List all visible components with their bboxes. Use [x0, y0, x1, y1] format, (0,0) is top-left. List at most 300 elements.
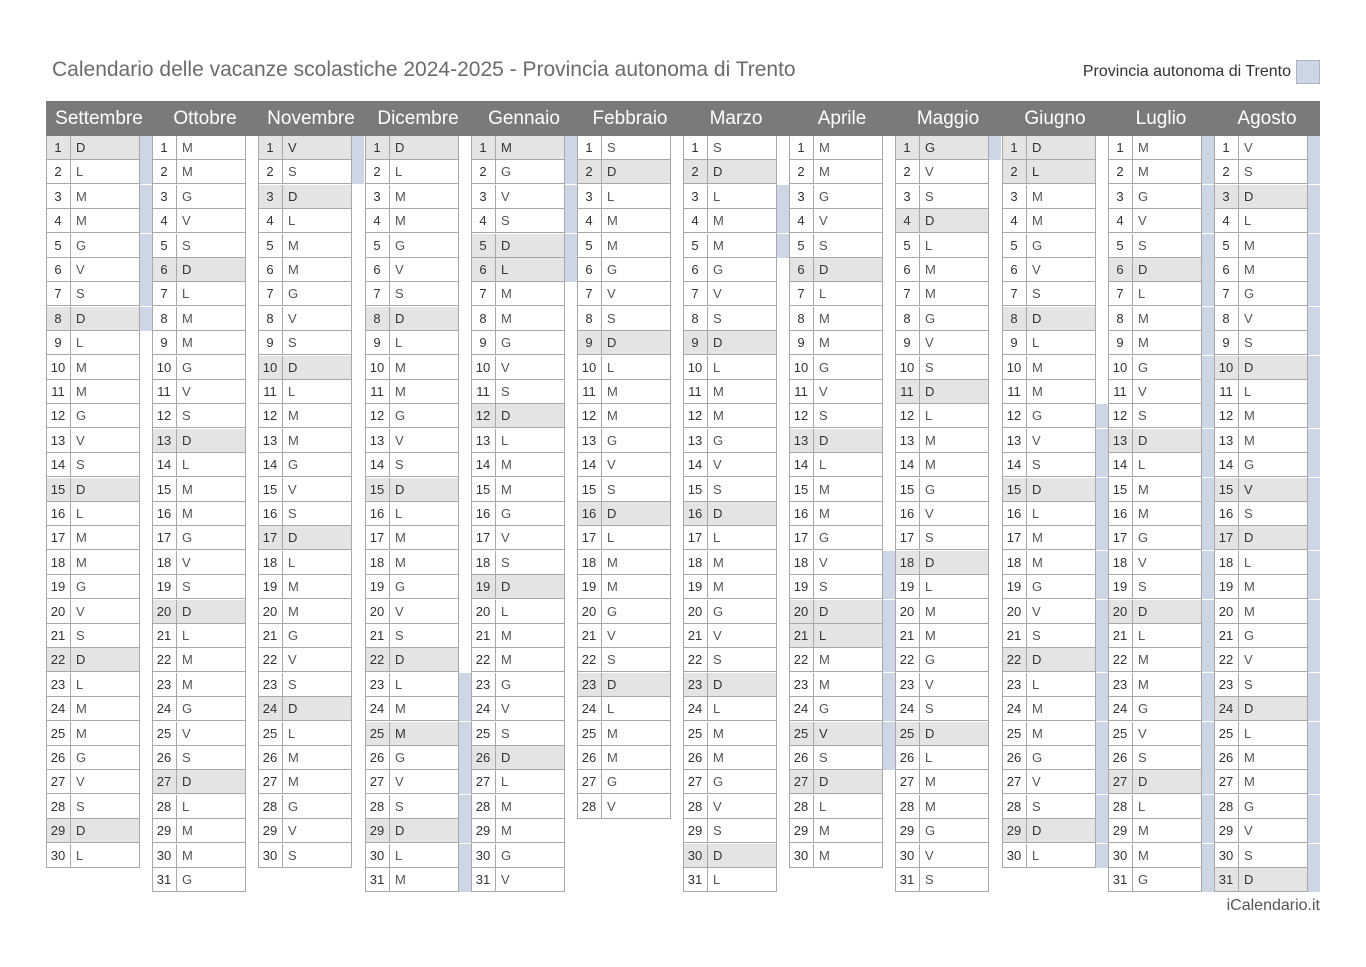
day-cell [1002, 234, 1095, 258]
column-border [564, 136, 565, 892]
day-weekday: G [288, 628, 299, 643]
day-cell [683, 404, 776, 428]
day-weekday: V [182, 726, 191, 741]
day-weekday: M [288, 579, 299, 594]
day-number: 5 [789, 234, 814, 257]
column-border [245, 136, 246, 892]
day-number: 11 [471, 380, 496, 403]
day-number: 6 [1214, 258, 1239, 281]
day-number: 23 [152, 673, 177, 696]
vacation-marker [1201, 868, 1214, 892]
day-weekday: D [1244, 872, 1254, 887]
day-number: 23 [471, 673, 496, 696]
day-weekday: M [76, 701, 87, 716]
vacation-marker [1095, 600, 1108, 624]
day-cell [1002, 722, 1095, 746]
day-cell [1002, 160, 1095, 184]
day-weekday: L [925, 750, 933, 765]
day-number: 24 [46, 697, 71, 720]
day-cell [577, 770, 670, 794]
day-number: 21 [471, 624, 496, 647]
day-cell [1214, 307, 1307, 331]
day-weekday: V [925, 848, 934, 863]
day-number: 15 [152, 478, 177, 501]
day-number: 17 [1214, 526, 1239, 549]
day-weekday: D [501, 750, 511, 765]
day-number: 11 [789, 380, 814, 403]
day-weekday: V [395, 262, 404, 277]
day-weekday: S [925, 360, 934, 375]
day-number: 19 [1002, 575, 1027, 598]
day-number: 15 [895, 478, 920, 501]
day-cell [1002, 307, 1095, 331]
day-number: 10 [46, 356, 71, 379]
day-weekday: M [819, 140, 830, 155]
day-cell [152, 722, 245, 746]
day-cell [152, 526, 245, 550]
day-cell [789, 673, 882, 697]
day-weekday: D [501, 579, 511, 594]
day-cell [471, 722, 564, 746]
day-weekday: S [76, 799, 85, 814]
month-name: Novembre [267, 108, 355, 129]
day-cell [471, 478, 564, 502]
day-weekday: D [395, 652, 405, 667]
day-cell [46, 722, 139, 746]
day-cell [683, 551, 776, 575]
day-weekday: L [395, 335, 403, 350]
day-weekday: V [501, 189, 510, 204]
day-number: 18 [258, 551, 283, 574]
day-weekday: M [607, 555, 618, 570]
day-cell [365, 575, 458, 599]
day-number: 19 [1214, 575, 1239, 598]
day-weekday: M [1244, 238, 1255, 253]
day-number: 6 [577, 258, 602, 281]
vacation-marker [458, 722, 471, 746]
day-weekday: G [713, 774, 724, 789]
day-cell [471, 624, 564, 648]
day-cell [1002, 453, 1095, 477]
day-cell [46, 185, 139, 209]
day-number: 15 [789, 478, 814, 501]
day-number: 18 [1002, 551, 1027, 574]
day-weekday: L [607, 189, 615, 204]
day-number: 20 [683, 600, 708, 623]
day-number: 25 [258, 722, 283, 745]
day-cell [152, 648, 245, 672]
day-number: 15 [577, 478, 602, 501]
day-cell [46, 136, 139, 160]
day-weekday: V [925, 677, 934, 692]
day-cell [471, 404, 564, 428]
day-cell [365, 234, 458, 258]
day-cell [789, 722, 882, 746]
day-cell [365, 502, 458, 526]
day-weekday: D [713, 164, 723, 179]
day-cell [895, 282, 988, 306]
day-weekday: L [501, 262, 509, 277]
day-number: 27 [789, 770, 814, 793]
day-number: 5 [46, 234, 71, 257]
day-number: 13 [577, 429, 602, 452]
day-weekday: S [925, 872, 934, 887]
day-weekday: S [713, 140, 722, 155]
day-number: 12 [789, 404, 814, 427]
column-border [577, 136, 578, 819]
day-weekday: D [925, 213, 935, 228]
day-cell [46, 307, 139, 331]
day-weekday: M [76, 213, 87, 228]
day-weekday: D [76, 823, 86, 838]
day-number: 13 [152, 429, 177, 452]
day-weekday: V [925, 164, 934, 179]
vacation-marker [1307, 746, 1320, 770]
day-cell [789, 185, 882, 209]
day-number: 17 [365, 526, 390, 549]
day-cell [1108, 722, 1201, 746]
vacation-marker [1201, 722, 1214, 746]
day-number: 1 [789, 136, 814, 159]
vacation-marker [564, 160, 577, 184]
day-cell [1214, 819, 1307, 843]
day-weekday: S [501, 555, 510, 570]
day-number: 9 [365, 331, 390, 354]
day-cell [683, 819, 776, 843]
month-name: Ottobre [173, 108, 237, 129]
day-number: 17 [46, 526, 71, 549]
day-number: 15 [1214, 478, 1239, 501]
day-cell [895, 234, 988, 258]
day-number: 12 [1002, 404, 1027, 427]
day-number: 14 [1002, 453, 1027, 476]
day-cell [789, 429, 882, 453]
day-cell [471, 331, 564, 355]
day-cell [471, 819, 564, 843]
day-cell [895, 185, 988, 209]
day-number: 21 [258, 624, 283, 647]
day-cell [1108, 356, 1201, 380]
day-number: 28 [1002, 795, 1027, 818]
day-weekday: D [1138, 774, 1148, 789]
day-cell [577, 648, 670, 672]
day-number: 1 [683, 136, 708, 159]
day-weekday: D [395, 140, 405, 155]
day-weekday: V [501, 701, 510, 716]
day-number: 23 [365, 673, 390, 696]
day-cell [1214, 282, 1307, 306]
day-number: 10 [1002, 356, 1027, 379]
day-number: 18 [1214, 551, 1239, 574]
day-cell [46, 380, 139, 404]
day-weekday: D [501, 408, 511, 423]
day-cell [789, 795, 882, 819]
day-cell [683, 307, 776, 331]
day-cell [365, 746, 458, 770]
day-weekday: D [182, 433, 192, 448]
day-cell [683, 209, 776, 233]
day-cell [46, 795, 139, 819]
day-number: 15 [1002, 478, 1027, 501]
day-weekday: M [501, 286, 512, 301]
day-number: 29 [152, 819, 177, 842]
day-cell [258, 356, 351, 380]
day-cell [1108, 526, 1201, 550]
day-weekday: V [1138, 384, 1147, 399]
day-number: 10 [258, 356, 283, 379]
day-cell [1108, 551, 1201, 575]
day-number: 9 [471, 331, 496, 354]
day-number: 16 [1002, 502, 1027, 525]
day-number: 28 [258, 795, 283, 818]
vacation-marker [1201, 795, 1214, 819]
day-weekday: M [925, 799, 936, 814]
day-number: 17 [683, 526, 708, 549]
vacation-marker [139, 136, 152, 160]
day-weekday: L [1138, 799, 1146, 814]
column-border [1002, 136, 1003, 868]
day-number: 14 [577, 453, 602, 476]
day-cell [46, 209, 139, 233]
day-cell [789, 819, 882, 843]
day-number: 11 [1108, 380, 1133, 403]
day-weekday: D [713, 335, 723, 350]
day-weekday: D [607, 164, 617, 179]
day-number: 22 [365, 648, 390, 671]
day-cell [1002, 282, 1095, 306]
day-weekday: S [607, 482, 616, 497]
day-number: 2 [1108, 160, 1133, 183]
day-weekday: V [819, 726, 828, 741]
day-weekday: M [819, 506, 830, 521]
day-cell [1002, 526, 1095, 550]
day-cell [152, 404, 245, 428]
day-weekday: G [925, 823, 936, 838]
day-cell [46, 551, 139, 575]
day-weekday: G [182, 701, 193, 716]
day-number: 20 [1214, 600, 1239, 623]
vacation-marker [988, 136, 1001, 160]
day-weekday: G [607, 433, 618, 448]
day-weekday: V [501, 360, 510, 375]
day-cell [152, 673, 245, 697]
day-cell [895, 795, 988, 819]
day-weekday: S [607, 652, 616, 667]
day-cell [365, 331, 458, 355]
day-cell [365, 136, 458, 160]
day-weekday: M [395, 555, 406, 570]
day-cell [1214, 746, 1307, 770]
day-number: 4 [152, 209, 177, 232]
day-number: 22 [258, 648, 283, 671]
column-border [1201, 136, 1202, 892]
day-number: 27 [365, 770, 390, 793]
day-weekday: S [76, 457, 85, 472]
day-number: 12 [1108, 404, 1133, 427]
day-cell [895, 844, 988, 868]
vacation-marker [1201, 502, 1214, 526]
day-number: 23 [1108, 673, 1133, 696]
day-cell [1002, 624, 1095, 648]
day-weekday: M [182, 677, 193, 692]
day-weekday: L [182, 457, 190, 472]
day-cell [1108, 502, 1201, 526]
day-number: 11 [152, 380, 177, 403]
day-weekday: M [395, 701, 406, 716]
day-weekday: G [713, 262, 724, 277]
day-weekday: L [76, 848, 84, 863]
day-weekday: M [713, 555, 724, 570]
vacation-marker [1307, 258, 1320, 282]
day-weekday: M [1244, 433, 1255, 448]
day-number: 6 [1108, 258, 1133, 281]
day-weekday: M [1032, 726, 1043, 741]
day-number: 24 [1002, 697, 1027, 720]
day-number: 12 [895, 404, 920, 427]
day-number: 21 [577, 624, 602, 647]
day-weekday: M [713, 384, 724, 399]
day-weekday: L [1244, 384, 1252, 399]
day-weekday: S [501, 213, 510, 228]
day-number: 26 [471, 746, 496, 769]
day-number: 13 [258, 429, 283, 452]
day-weekday: L [395, 506, 403, 521]
day-number: 2 [683, 160, 708, 183]
day-weekday: M [819, 164, 830, 179]
day-cell [471, 697, 564, 721]
day-number: 30 [1108, 844, 1133, 867]
day-weekday: D [1244, 360, 1254, 375]
vacation-marker [1307, 380, 1320, 404]
day-weekday: M [1032, 384, 1043, 399]
day-weekday: S [288, 848, 297, 863]
day-number: 1 [258, 136, 283, 159]
day-weekday: S [395, 457, 404, 472]
day-weekday: S [1244, 506, 1253, 521]
day-number: 4 [1214, 209, 1239, 232]
day-weekday: G [1138, 872, 1149, 887]
day-number: 14 [46, 453, 71, 476]
day-cell [683, 258, 776, 282]
vacation-marker [1201, 429, 1214, 453]
vacation-marker [882, 648, 895, 672]
day-number: 9 [683, 331, 708, 354]
vacation-marker [882, 575, 895, 599]
day-cell [152, 575, 245, 599]
day-number: 29 [895, 819, 920, 842]
day-weekday: L [1032, 164, 1040, 179]
day-cell [683, 770, 776, 794]
day-weekday: L [76, 164, 84, 179]
vacation-marker [139, 160, 152, 184]
day-weekday: M [1244, 604, 1255, 619]
day-weekday: L [819, 286, 827, 301]
day-weekday: L [501, 433, 509, 448]
day-cell [365, 185, 458, 209]
day-cell [46, 234, 139, 258]
day-cell [577, 136, 670, 160]
day-weekday: L [182, 799, 190, 814]
day-number: 27 [1214, 770, 1239, 793]
day-cell [1108, 770, 1201, 794]
day-cell [258, 844, 351, 868]
day-weekday: M [607, 750, 618, 765]
vacation-marker [1307, 526, 1320, 550]
day-number: 4 [258, 209, 283, 232]
day-number: 30 [1002, 844, 1027, 867]
day-weekday: M [925, 433, 936, 448]
day-number: 19 [895, 575, 920, 598]
day-cell [789, 551, 882, 575]
vacation-marker [1307, 209, 1320, 233]
day-number: 24 [1214, 697, 1239, 720]
day-cell [152, 429, 245, 453]
day-cell [1108, 307, 1201, 331]
day-number: 28 [577, 795, 602, 818]
day-number: 21 [46, 624, 71, 647]
day-cell [577, 356, 670, 380]
vacation-marker [1095, 453, 1108, 477]
day-number: 31 [1214, 868, 1239, 891]
day-weekday: D [925, 726, 935, 741]
day-cell [46, 648, 139, 672]
day-cell [152, 356, 245, 380]
day-number: 24 [789, 697, 814, 720]
day-weekday: D [182, 604, 192, 619]
day-number: 6 [683, 258, 708, 281]
day-number: 23 [789, 673, 814, 696]
day-cell [1002, 404, 1095, 428]
day-cell [895, 478, 988, 502]
day-weekday: M [395, 726, 406, 741]
vacation-marker [1095, 404, 1108, 428]
day-cell [471, 600, 564, 624]
day-cell [46, 331, 139, 355]
day-cell [471, 380, 564, 404]
day-number: 6 [152, 258, 177, 281]
day-cell [152, 600, 245, 624]
day-number: 6 [471, 258, 496, 281]
day-weekday: S [819, 750, 828, 765]
day-weekday: V [76, 262, 85, 277]
day-number: 21 [1108, 624, 1133, 647]
day-weekday: D [288, 701, 298, 716]
day-weekday: V [713, 457, 722, 472]
day-number: 12 [471, 404, 496, 427]
day-weekday: V [713, 628, 722, 643]
day-weekday: G [925, 652, 936, 667]
day-number: 29 [789, 819, 814, 842]
day-cell [471, 429, 564, 453]
day-cell [789, 575, 882, 599]
day-number: 25 [577, 722, 602, 745]
day-number: 3 [1214, 185, 1239, 208]
day-number: 5 [471, 234, 496, 257]
day-weekday: M [501, 311, 512, 326]
day-number: 1 [1108, 136, 1133, 159]
day-number: 13 [789, 429, 814, 452]
vacation-marker [458, 770, 471, 794]
day-number: 24 [258, 697, 283, 720]
vacation-marker [1307, 819, 1320, 843]
day-weekday: S [925, 189, 934, 204]
day-number: 23 [1214, 673, 1239, 696]
day-number: 28 [471, 795, 496, 818]
day-cell [1108, 600, 1201, 624]
day-cell [577, 331, 670, 355]
day-number: 30 [683, 844, 708, 867]
day-weekday: V [76, 604, 85, 619]
